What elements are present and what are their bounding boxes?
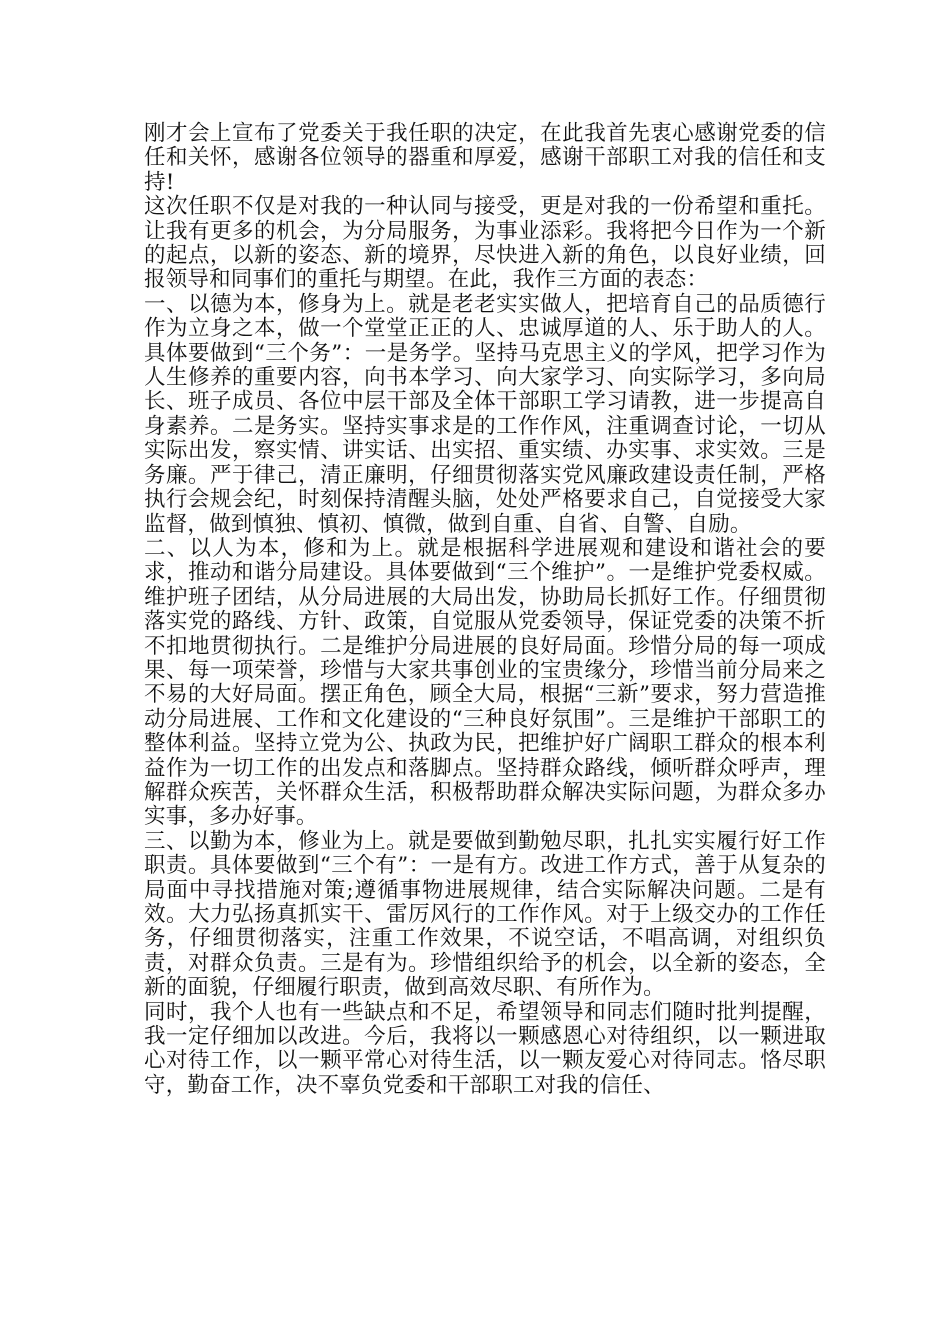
paragraph-people: 二、以人为本，修和为上。就是根据科学进展观和建设和谐社会的要求，推动和谐分局建设。具体要做到“三个维护”。一是维护党委权威。维护班子团结，从分局进展的大局出发，协助局长抓好工作。仔细贯彻落实党的路线、方针、政策，自觉服从党委领导，保证党委的决策不折不扣地贯彻执行。二是维护分局进展的良好局面。珍惜分局的每一项成果、每一项荣誉，珍惜与大家共事创业的宝贵缘分，珍惜当前分局来之不易的大好局面。摆正角色，顾全大局，根据“三新”要求，努力营造推动分局进展、工作和文化建设的“三种良好氛围”。三是维护干部职工的整体利益。坚持立党为公、执政为民，把维护好广阔职工群众的根本利益作为一切工作的出发点和落脚点。坚持群众路线，倾听群众呼声，理解群众疾苦，关怀群众生活，积极帮助群众解决实际问题，为群众多办实事，多办好事。	[144, 535, 826, 830]
paragraph-diligence: 三、以勤为本，修业为上。就是要做到勤勉尽职，扎扎实实履行好工作职责。具体要做到“三个有”：一是有方。改进工作方式，善于从复杂的局面中寻找措施对策;遵循事物进展规律，结合实际解决问题。二是有效。大力弘扬真抓实干、雷厉风行的工作作风。对于上级交办的工作任务，仔细贯彻落实，注重工作效果，不说空话，不唱高调，对组织负责，对群众负责。三是有为。珍惜组织给予的机会，以全新的姿态，全新的面貌，仔细履行职责，做到高效尽职、有所作为。	[144, 828, 826, 1001]
document-body	[144, 122, 826, 1098]
paragraph-commitment: 这次任职不仅是对我的一种认同与接受，更是对我的一份希望和重托。让我有更多的机会，为分局服务，为事业添彩。我将把今日作为一个新的起点，以新的姿态、新的境界，尽快进入新的角色，以良好业绩，回报领导和同事们的重托与期望。在此，我作三方面的表态：	[144, 194, 826, 293]
paragraph-virtue: 一、以德为本，修身为上。就是老老实实做人，把培育自己的品质德行作为立身之本，做一个堂堂正正的人、忠诚厚道的人、乐于助人的人。具体要做到“三个务”：一是务学。坚持马克思主义的学风，把学习作为人生修养的重要内容，向书本学习、向大家学习、向实际学习，多向局长、班子成员、各位中层干部及全体干部职工学习请教，进一步提高自身素养。二是务实。坚持实事求是的工作作风，注重调查讨论，一切从实际出发，察实情、讲实话、出实招、重实绩、办实事、求实效。三是务廉。严于律己，清正廉明，仔细贯彻落实党风廉政建设责任制，严格执行会规会纪，时刻保持清醒头脑，处处严格要求自己，自觉接受大家监督，做到慎独、慎初、慎微，做到自重、自省、自警、自励。	[144, 291, 826, 537]
paragraph-gratitude: 刚才会上宣布了党委关于我任职的决定，在此我首先衷心感谢党委的信任和关怀，感谢各位领导的器重和厚爱，感谢干部职工对我的信任和支持!	[144, 121, 826, 195]
paragraph-closing: 同时，我个人也有一些缺点和不足，希望领导和同志们随时批判提醒，我一定仔细加以改进。今后，我将以一颗感恩心对待组织，以一颗进取心对待工作，以一颗平常心对待生活，以一颗友爱心对待同志。恪尽职守，勤奋工作，决不辜负党委和干部职工对我的信任、	[144, 999, 826, 1098]
